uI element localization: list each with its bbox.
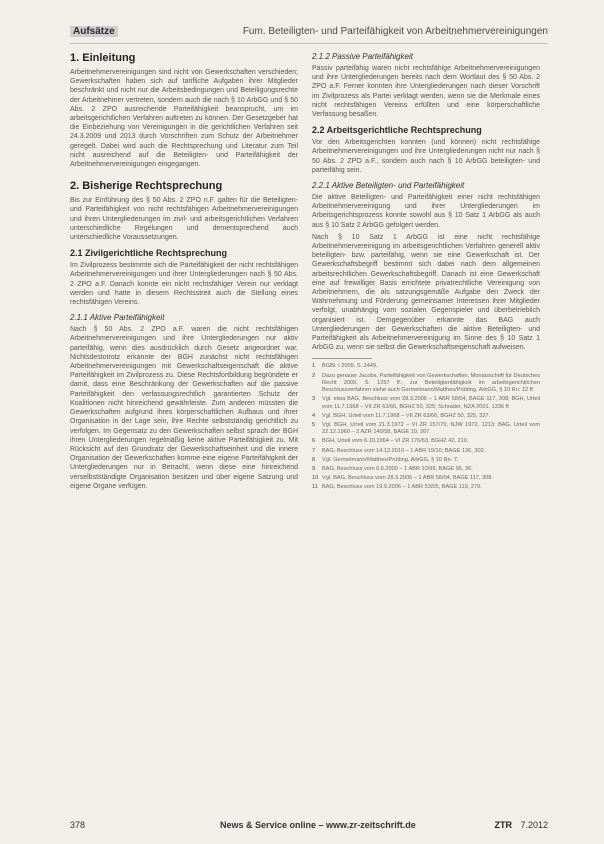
footnote-text: BGBl. I 2009, S. 2449. — [322, 363, 378, 370]
heading-aktive-beteiligtenfaehigkeit: 2.2.1 Aktive Beteiligten- und Parteifähigkeit — [312, 181, 465, 191]
footnote-number: 1 — [312, 363, 316, 370]
paragraph: Vor den Arbeitsgerichten konnten (und können) nicht rechtsfähige Arbeitnehmervereinigungen und ihre Untergliederungen nicht nur nach § 50 Abs. 2 ZPO a.F., sondern auch nach § 10 ArbGG beteiligten- und parteifähig sein. — [312, 139, 540, 174]
footnote — [312, 373, 540, 395]
page-number: 378 — [70, 820, 86, 830]
footnote — [312, 475, 540, 482]
footnote — [312, 413, 540, 420]
paragraph: Die aktive Beteiligten- und Parteifähigkeit einer nicht rechtsfähigen Arbeitnehmervereinigung und ihrer Untergliederungen im Arbeitsgerichtsprozess konnte sowohl aus § 10 Satz 1 ArbGG als auch aus § 10 Satz 2 ArbGG gefolgert werden. — [312, 194, 540, 229]
footnote-text: BGH, Urteil vom 6.10.1964 – VI ZR 176/63, BGHZ 42, 210. — [322, 438, 469, 445]
footnote-text: Vgl. BAG, Beschluss vom 28.3.2006 – 1 ABR 58/04, BAGE 117, 308. — [322, 475, 493, 482]
footnote-divider — [312, 358, 372, 359]
right-column — [312, 52, 540, 494]
footnote-text: BAG, Beschluss vom 19.9.2006 – 1 ABR 53/05, BAGE 119, 279. — [322, 484, 482, 491]
footnote-text: Dazu genauer Jacobs, Parteifähigkeit von Gewerkschaften, Monatsschrift für Deutsches Recht 2009, S. 1257 ff.; zur Beteiligtenfähigkeit im arbeitsgerichtlichen Beschlussverfahren siehe auch Germelmann/Matthes/Prütting, ArbGG, § 10 Rn. 12 ff. — [322, 372, 540, 394]
paragraph: Arbeitnehmervereinigungen sind nicht von Gewerkschaften verschieden; Gewerkschaften haben sich auf tarifliche Aufgaben ihrer Mitglieder beschränkt und nicht nur die Arbeitsbedingungen und Beteiligungsrechte der Arbeitnehmer vertreten, sondern auch die nach § 10 ArbGG und § 50 Abs. 2 ZPO ausreichende Parteifähigkeit beansprucht, um im arbeitsgerichtlichen Verfahren auftreten zu können. Der Gesetzgeber hat die Einbeziehung von Vereinigungen in die gerichtlichen Verfahren seit 24.3.2009 und 2013 durch Vorschriften zum Schutz der Arbeitnehmer geregelt. Dabei wird auch die Rechtsprechung und Literatur zum Teil nicht ausreichend auf die Beteiligten- und Parteifähigkeit der Arbeitnehmervereinigungen eingegangen. — [70, 69, 298, 169]
footnote-number: 11 — [312, 484, 318, 491]
paragraph: Im Zivilprozess bestimmte sich die Parteifähigkeit der nicht rechtsfähigen Arbeitnehmervereinigungen und ihrer Untergliederungen nach § 50 Abs. 2 ZPO a.F. Danach konnte ein nicht rechtsfähiger Verein nur verklagt werden und hatte in diesem Rechtsstreit auch die Stellung eines rechtsfähigen Vereins. — [70, 262, 298, 307]
footnote-number: 4 — [312, 412, 316, 419]
heading-aktive-parteifaehigkeit: 2.1.1 Aktive Parteifähigkeit — [70, 313, 165, 323]
running-title: Fum. Beteiligten- und Parteifähigkeit von Arbeitnehmervereinigungen — [242, 26, 548, 37]
footnote — [312, 448, 540, 455]
section-label: Aufsätze — [70, 26, 118, 37]
footnote-number: 6 — [312, 438, 316, 445]
journal-name: ZTR — [494, 820, 512, 830]
footnote-list — [312, 363, 540, 491]
footnote — [312, 363, 540, 370]
site-link[interactable]: News & Service online – www.zr-zeitschrift.de — [220, 820, 416, 830]
heading-passive-parteifaehigkeit: 2.1.2 Passive Parteifähigkeit — [312, 52, 413, 61]
heading-arbeitsgerichtliche: 2.2 Arbeitsgerichtliche Rechtsprechung — [312, 125, 482, 136]
footnote-text: BAG, Beschluss vom 14.12.2010 – 1 ABR 19/10, BAGE 136, 302. — [322, 447, 486, 454]
footnote-number: 2 — [312, 372, 316, 379]
footnote — [312, 484, 540, 491]
footnote-number: 5 — [312, 421, 316, 428]
footnote-number: 8 — [312, 456, 316, 463]
footnote-number: 3 — [312, 396, 316, 403]
footnote-text: Vgl. BGH, Urteil vom 21.3.1972 – VI ZR 157/70, NJW 1972, 1213; BAG, Urteil vom 22.12.1960 – 2 AZR 140/58, BAGE 10, 267. — [322, 421, 540, 436]
page-header — [70, 26, 548, 40]
footnote-text: Vgl. BGH, Urteil vom 11.7.1968 – VII ZR 63/66, BGHZ 50, 325, 327. — [322, 412, 491, 419]
footnote-text: Vgl. etwa BAG, Beschluss vom 28.3.2006 – 1 ABR 58/04, BAGE 117, 308; BGH, Urteil vom 11.7.1968 – VII ZR 63/66, BGHZ 50, 325; Schrader, NZA 2001, 1336 ff. — [322, 396, 540, 410]
paragraph: Nach § 10 Satz 1 ArbGG ist eine nicht rechtsfähige Arbeitnehmervereinigung im arbeitsgerichtlichen Verfahren generell aktiv beteiligten- bzw. parteifähig, wenn sie eine Gewerkschaft ist. Der Gewerkschaftsbegriff bestimmt sich dabei nach dem allgemeinen arbeitsrechtlichen Gewerkschaftsbegriff. Danach ist eine Gewerkschaft eine auf freiwilliger Basis errichtete privatrechtliche Vereinigung von Arbeitnehmern, die als satzungsgemäße Aufgabe den Zweck der Wahrnehmung und Förderung gemeinsamer Interessen ihrer Mitglieder verfolgt, unabhängig vom sozialen Gegenspieler und überbetrieblich organisiert ist. Demgegenüber erkannte das BAG auch Untergliederungen der Gewerkschaften die aktive Beteiligten- und Parteifähigkeit als Arbeitnehmervereinigung im Sinne des § 10 Satz 1 ArbGG zu, wenn sie selbst die Gewerkschaftseigenschaft aufweisen. — [312, 233, 540, 352]
footnote — [312, 422, 540, 436]
footnote — [312, 466, 540, 473]
footnote — [312, 457, 540, 464]
paragraph: Passiv parteifähig waren nicht rechtsfähige Arbeitnehmervereinigungen und ihre Untergliederungen bereits nach dem Wortlaut des § 50 Abs. 2 ZPO a.F. Ferner konnten ihre Untergliederungen nach dieser Vorschrift im Zivilprozess als Partei verklagt werden, wenn sie die Merkmale eines nicht rechtsfähigen Vereins erfüllten und eine körperschaftliche Verfassung besaßen. — [312, 65, 540, 119]
footnote-text: BAG, Beschluss vom 6.6.2000 – 1 ABR 10/99, BAGE 95, 36. — [322, 465, 473, 472]
heading-einleitung: 1. Einleitung — [70, 52, 136, 64]
footnote-number: 7 — [312, 447, 316, 454]
footnote-text: Vgl. Germelmann/Matthes/Prütting, ArbGG, § 10 Rn. 7. — [322, 456, 459, 463]
footnote — [312, 396, 540, 410]
heading-zivilgerichtliche: 2.1 Zivilgerichtliche Rechtsprechung — [70, 248, 228, 259]
heading-bisherige-rechtsprechung: 2. Bisherige Rechtsprechung — [70, 180, 223, 193]
footnote-number: 9 — [312, 465, 316, 472]
left-column — [70, 52, 298, 494]
page-footer — [70, 820, 548, 832]
issue-number: 7.2012 — [520, 820, 548, 830]
footnote — [312, 438, 540, 445]
footnote-number: 10 — [312, 475, 319, 482]
paragraph: Bis zur Einführung des § 50 Abs. 2 ZPO n.F. galten für die Beteiligten- und Parteifähigkeit von nicht rechtsfähigen Arbeitnehmervereinigungen und ihren Untergliederungen im zivil- und arbeitsgerichtlichen Verfahren unterschiedliche Regelungen und dementsprechend auch unterschiedliche Voraussetzungen. — [70, 197, 298, 242]
paragraph: Nach § 50 Abs. 2 ZPO a.F. waren die nicht rechtsfähigen Arbeitnehmervereinigungen und ihre Untergliederungen nur aktiv parteifähig, wenn dies ausdrücklich durch Gesetz angeordnet war. Nichtsdestotrotz erkannte der BGH zunächst nicht rechtsfähigen Arbeitnehmervereinigungen mit Gewerkschaftseigenschaft die aktive Parteifähigkeit im Zivilprozess zu. Diese Rechtsfortbildung begründete er damit, dass eine Beschränkung der Gewerkschaften auf die passive Parteifähigkeit den verfassungsrechtlich garantierten Schutz der Koalitionen nicht hinreichend gewährleiste. Zum anderen müssten die Gewerkschaften aufgrund ihres körperschaftlichen Aufbaus und ihrer Organisation in der Lage sein, ihre Rechte selbstständig gerichtlich zu verfolgen. Im Gegensatz zu den Gewerkschaften selbst sprach der BGH ihren Untergliederungen regelmäßig keine aktive Parteifähigkeit zu. Mit Rücksicht auf den Grundsatz der Gewerkschaftseinheit und die innere Organisation der Gewerkschaften komme eine eigene Parteifähigkeit der Untergliederungen nur in Betracht, wenn diese eine hinreichend verselbstständigte Organisation besitzen und über eigene Satzung und eigene Organe verfügen. — [70, 326, 298, 490]
header-divider — [70, 43, 548, 44]
